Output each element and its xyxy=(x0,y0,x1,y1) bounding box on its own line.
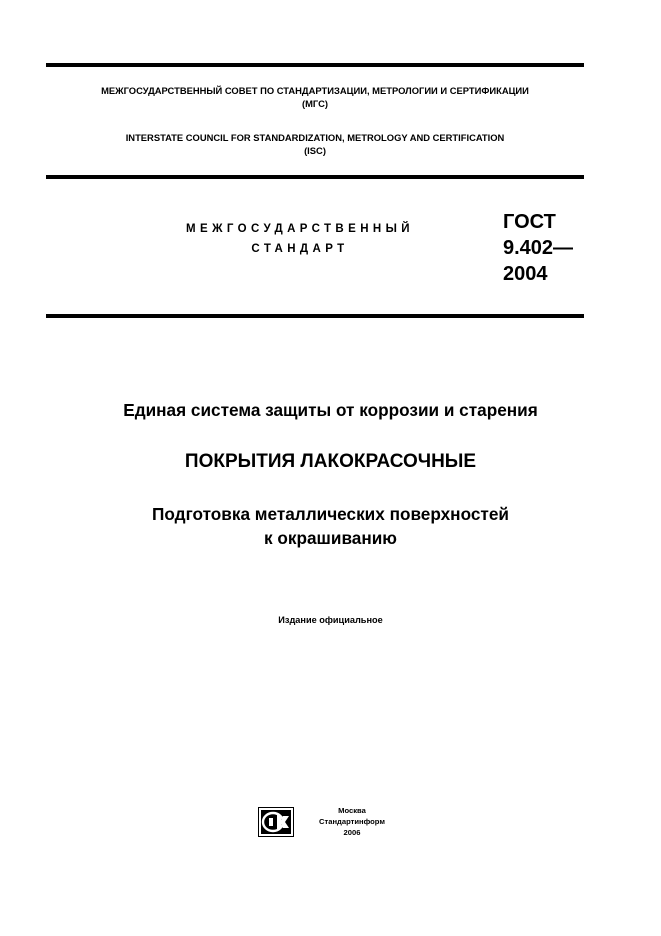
system-title: Единая система защиты от коррозии и старения xyxy=(123,400,538,420)
middle-rule xyxy=(46,175,584,179)
gost-label: ГОСТ xyxy=(503,211,556,233)
publisher-city: Москва xyxy=(338,806,366,815)
standard-kind-line1: МЕЖГОСУДАРСТВЕННЫЙ xyxy=(186,223,414,235)
subtitle-line2: к окрашиванию xyxy=(264,528,397,548)
publisher-name: Стандартинформ xyxy=(319,817,385,826)
council-ru-name: МЕЖГОСУДАРСТВЕННЫЙ СОВЕТ ПО СТАНДАРТИЗАЦИИ, МЕТРОЛОГИИ И СЕРТИФИКАЦИИ xyxy=(101,85,529,96)
council-ru xyxy=(46,84,584,110)
standard-kind-line2: СТАНДАРТ xyxy=(251,243,349,255)
gost-year: 2004 xyxy=(503,263,548,285)
main-title: ПОКРЫТИЯ ЛАКОКРАСОЧНЫЕ xyxy=(184,451,477,472)
publisher-imprint xyxy=(302,805,402,838)
standard-kind xyxy=(150,219,450,259)
bottom-rule xyxy=(46,314,584,318)
subtitle-line1: Подготовка металлических поверхностей xyxy=(152,504,509,524)
council-en-abbr: (ISC) xyxy=(304,145,326,156)
council-en xyxy=(46,131,584,157)
publisher-year: 2006 xyxy=(343,828,361,837)
subtitle xyxy=(0,502,661,550)
standartinform-logo-icon xyxy=(258,807,294,837)
gost-designation xyxy=(503,209,573,287)
top-rule xyxy=(46,63,584,67)
council-ru-abbr: (МГС) xyxy=(301,98,328,109)
edition-note: Издание официальное xyxy=(278,615,383,625)
gost-number: 9.402— xyxy=(503,237,574,259)
council-en-name: INTERSTATE COUNCIL FOR STANDARDIZATION, METROLOGY AND CERTIFICATION xyxy=(125,132,505,143)
